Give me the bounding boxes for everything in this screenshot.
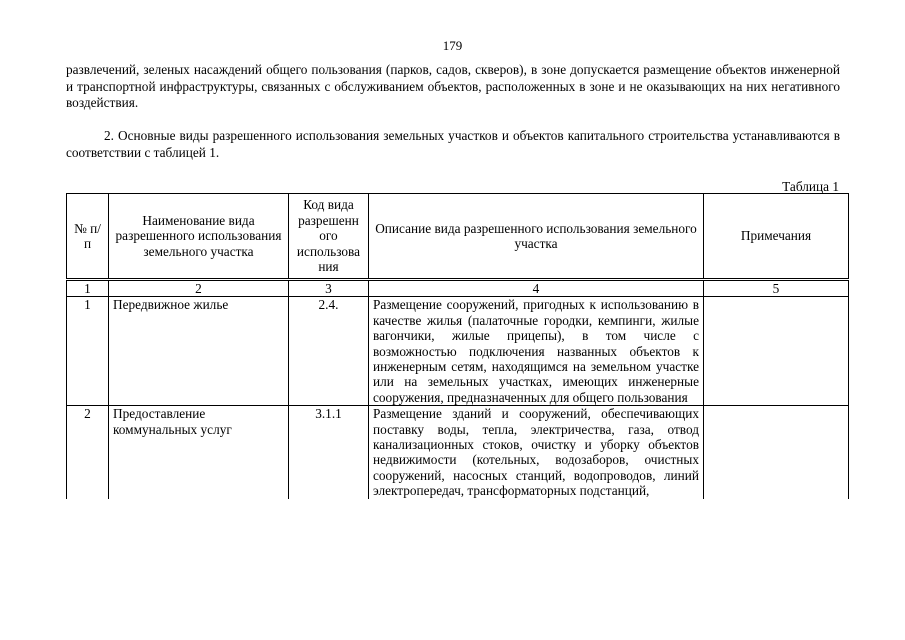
row-num: 2 — [67, 406, 109, 499]
row-description: Размещение зданий и сооружений, обеспечивающих поставку воды, тепла, электричества, газа, отвод канализационных стоков, очистку и уборку объектов недвижимости (котельных, водозаборов, очистных сооружений, насосных станций, водопроводов, линий электропередач, трансформаторных подстанций, — [369, 406, 704, 499]
row-name: Предоставление коммунальных услуг — [109, 406, 289, 499]
row-code: 2.4. — [289, 297, 369, 406]
table-header-row — [67, 194, 849, 280]
column-number: 3 — [289, 280, 369, 297]
table-row — [67, 406, 849, 499]
column-number: 4 — [369, 280, 704, 297]
paragraph-main-uses: 2. Основные виды разрешенного использования земельных участков и объектов капитального строительства устанавливаются в соответствии с таблицей 1. — [66, 128, 840, 160]
row-num: 1 — [67, 297, 109, 406]
header-notes: Примечания — [704, 194, 849, 280]
header-code: Код вида разрешенн ого использова ния — [289, 194, 369, 280]
row-description: Размещение сооружений, пригодных к использованию в качестве жилья (палаточные городки, кемпинги, жилые вагончики, жилые прицепы), в том числе с возможностью подключения названных объектов к инженерным сетям, находящимся на земельном участке или на земельных участках, имеющих инженерные сооружения, предназначенных для общего пользования — [369, 297, 704, 406]
column-numbers-row — [67, 280, 849, 297]
header-name: Наименование вида разрешенного использования земельного участка — [109, 194, 289, 280]
column-number: 1 — [67, 280, 109, 297]
paragraph-continuation: развлечений, зеленых насаждений общего пользования (парков, садов, скверов), в зоне допускается размещение объектов инженерной и транспортной инфраструктуры, связанных с обслуживанием объектов, расположенных в зоне и не оказывающих на них негативного воздействия. — [66, 62, 840, 110]
row-code: 3.1.1 — [289, 406, 369, 499]
header-num: № п/п — [67, 194, 109, 280]
land-use-table — [66, 193, 849, 499]
table-caption: Таблица 1 — [782, 179, 839, 194]
table-row — [67, 297, 849, 406]
header-description: Описание вида разрешенного использования земельного участка — [369, 194, 704, 280]
column-number: 2 — [109, 280, 289, 297]
column-number: 5 — [704, 280, 849, 297]
row-notes — [704, 297, 849, 406]
row-notes — [704, 406, 849, 499]
row-name: Передвижное жилье — [109, 297, 289, 406]
page-number: 179 — [442, 38, 463, 53]
